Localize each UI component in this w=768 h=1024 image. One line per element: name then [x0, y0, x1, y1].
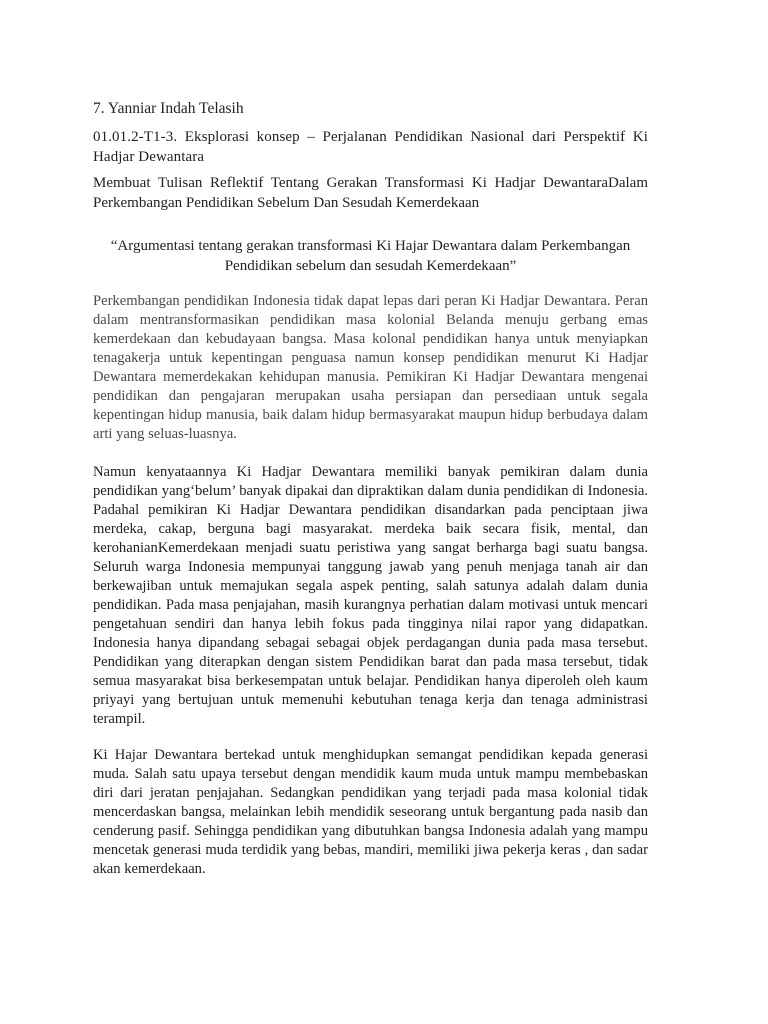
quote-title: “Argumentasi tentang gerakan transformasi Ki Hajar Dewantara dalam Perkembangan Pendidikan sebelum dan sesudah Kemerdekaan”: [110, 238, 631, 274]
paragraph-2: Namun kenyataannya Ki Hadjar Dewantara memiliki banyak pemikiran dalam dunia pendidikan yang‘belum’ banyak dipakai dan dipraktikan dalam dunia pendidikan di Indonesia. Padahal pemikiran Ki Hadjar Dewantara pendidikan disandarkan pada penciptaan jiwa merdeka, cakap, berguna bagi masyarakat. merdeka baik secara fisik, mental, dan kerohanianKemerdekaan menjadi suatu peristiwa yang sangat berharga bagi suatu bangsa. Seluruh warga Indonesia mempunyai tanggung jawab yang penuh menjaga tanah air dan berkewajiban untuk memajukan segala aspek penting, salah satunya adalah dalam dunia pendidikan. Pada masa penjajahan, masih kurangnya perhatian dalam motivasi untuk mencari pengetahuan sendiri dan hanya lebih fokus pada tingginya nilai rapor yang didapatkan. Indonesia hanya dipandang sebagai sebagai objek perdagangan dunia pada masa tersebut. Pendidikan yang diterapkan dengan sistem Pendidikan barat dan pada masa tersebut, tidak semua masyarakat bisa berkesempatan untuk belajar. Pendidikan hanya diperoleh oleh kaum priyayi yang bertujuan untuk memenuhi kebutuhan tenaga kerja dan tenaga administrasi terampil.: [93, 464, 648, 727]
paragraph-3: Ki Hajar Dewantara bertekad untuk menghidupkan semangat pendidikan kepada generasi muda. Salah satu upaya tersebut dengan mendidik kaum muda untuk mampu membebaskan diri dari jeratan penjajahan. Sedangkan pendidikan yang terjadi pada masa kolonial tidak mencerdaskan bangsa, melainkan lebih mendidik seseorang untuk bergantung pada nasib dan cenderung pasif. Sehingga pendidikan yang dibutuhkan bangsa Indonesia adalah yang mampu mencetak generasi muda terdidik yang bebas, mandiri, memiliki jiwa pekerja keras , dan sadar akan kemerdekaan.: [93, 747, 648, 877]
task-title: 01.01.2-T1-3. Eksplorasi konsep – Perjalanan Pendidikan Nasional dari Perspektif Ki Hadjar Dewantara: [93, 129, 648, 165]
author-line: 7. Yanniar Indah Telasih: [93, 100, 244, 117]
subject-title: Membuat Tulisan Reflektif Tentang Gerakan Transformasi Ki Hadjar DewantaraDalam Perkembangan Pendidikan Sebelum Dan Sesudah Kemerdekaan: [93, 175, 648, 211]
paragraph-1: Perkembangan pendidikan Indonesia tidak dapat lepas dari peran Ki Hadjar Dewantara. Peran dalam mentransformasikan pendidikan masa kolonial Belanda menuju gerbang emas kemerdekaan dan kebudayaan bangsa. Masa kolonal pendidikan hanya untuk menyiapkan tenagakerja untuk kepentingan penguasa namun konsep pendidikan menurut Ki Hadjar Dewantara memerdekakan kehidupan manusia. Pemikiran Ki Hadjar Dewantara mengenai pendidikan dan pengajaran merupakan usaha persiapan dan persediaan untuk segala kepentingan hidup manusia, baik dalam hidup bermasyarakat maupun hidup berbudaya dalam arti yang seluas-luasnya.: [93, 293, 648, 442]
